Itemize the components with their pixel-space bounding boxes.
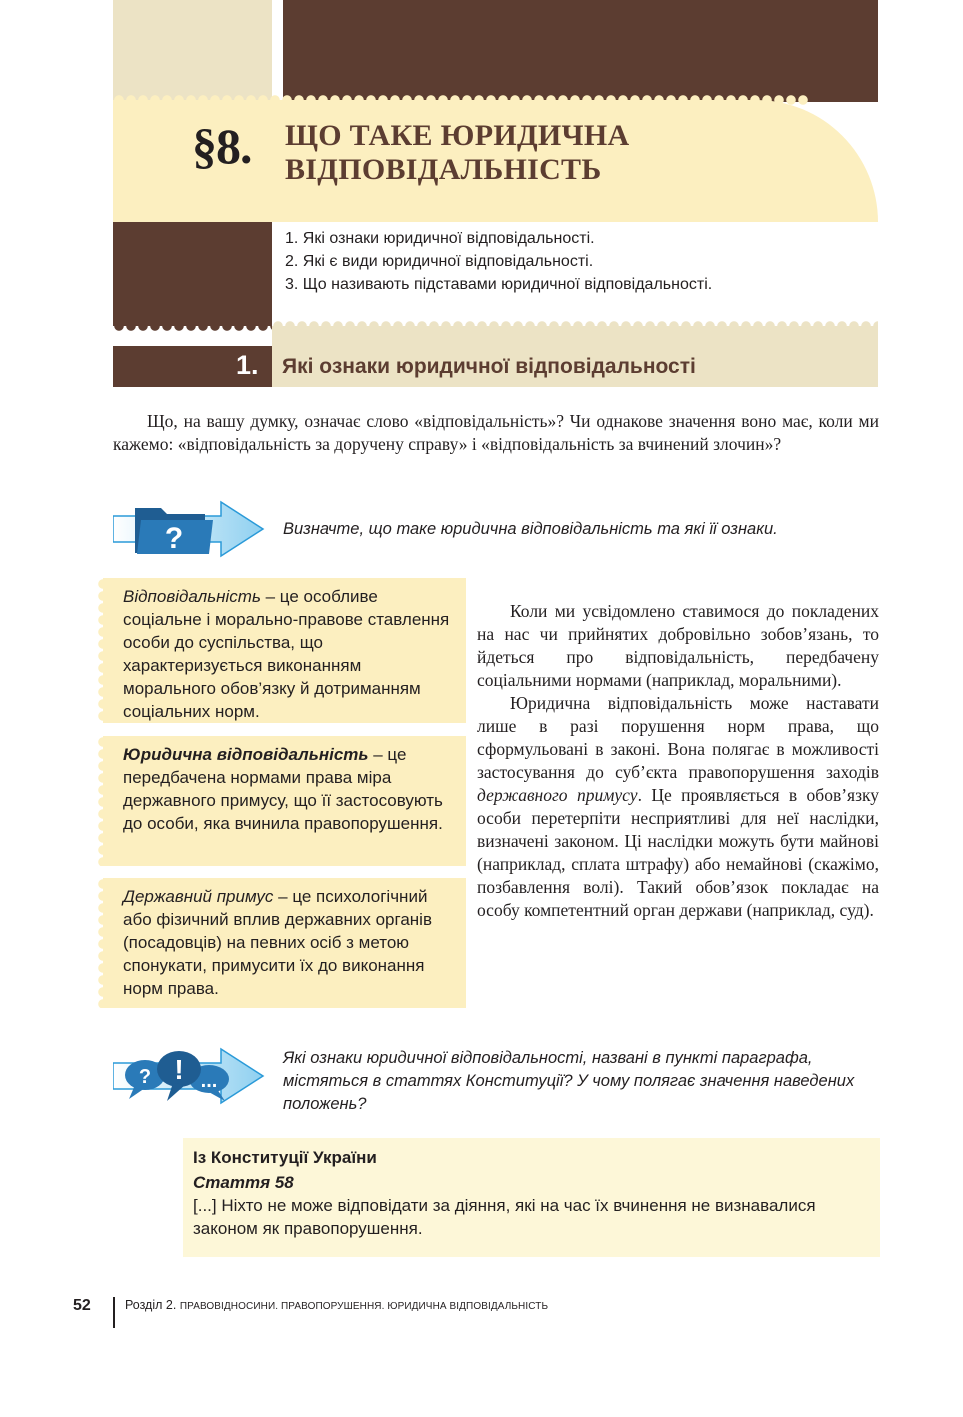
- definition-box: [103, 578, 466, 723]
- intro-paragraph: Що, на вашу думку, означає слово «відповідальність»? Чи однакове значення воно має, коли ми кажемо: «відповідальність за доручену справу» і «відповідальність за вчинений злочин»?: [113, 411, 879, 454]
- question-item: 3. Що називають підставами юридичної відповідальності.: [285, 276, 713, 293]
- question-item: 1. Які ознаки юридичної відповідальності.: [285, 230, 595, 247]
- questions-list: [285, 227, 712, 296]
- definition-box: [103, 878, 466, 1008]
- header-strip: [272, 326, 878, 346]
- body-paragraph: Коли ми усвідомлено ставимося до покладених на нас чи прийнятих добровільно зобов’язань, то йдеться про відповідальність, передбачену соціальними нормами (наприклад, моральними).: [477, 601, 879, 690]
- question-item: 2. Які є види юридичної відповідальності.: [285, 253, 594, 270]
- chapter-label: Розділ 2.: [125, 1298, 177, 1312]
- svg-text:?: ?: [164, 522, 184, 555]
- constitution-heading: Із Конституції України: [193, 1148, 377, 1167]
- header-band-right: [283, 0, 878, 102]
- body-text: . Це проявляється в обов’язку особи перетерпіти несприятливі для неї наслідки, визначені законом. Ці наслідки можуть бути майнові (наприклад, сплата штрафу) або немайнові (скажімо, позбавлення волі). Такий обов’язок покладає на особу компетентний орган держави (наприклад, суд).: [477, 785, 880, 920]
- header-band-left: [113, 0, 272, 102]
- svg-text:?: ?: [138, 1066, 152, 1088]
- footer-divider: [113, 1297, 115, 1328]
- body-text: Юридична відповідальність може наставати лише в разі порушення норм права, що сформульовані в законі. Вона полягає в можливості застосування до суб’єкта правопорушення заходів: [477, 693, 879, 782]
- folder-question-icon: [113, 498, 265, 560]
- page-number: 52: [73, 1297, 91, 1314]
- page-title: [285, 119, 705, 187]
- definition-text: – це особливе соціальне і морально-правове ставлення особи до суспільства, що характеризується виконанням морального обов’язку й дотриманням соціальних норм.: [123, 587, 450, 721]
- title-line-1: ЩО ТАКЕ ЮРИДИЧНА: [285, 119, 630, 152]
- speech-bubbles-icon: [113, 1045, 265, 1107]
- svg-text:...: ...: [200, 1070, 218, 1092]
- definition-box: [103, 736, 466, 866]
- constitution-text: [...] Ніхто не може відповідати за діяння, які на час їх вчинення не визнавалися законом як правопорушення.: [193, 1196, 816, 1238]
- definition-text: – це передбачена нормами права міра державного примусу, що її застосовують до особи, яка вчинила правопорушення.: [123, 745, 443, 833]
- constitution-box: [183, 1138, 880, 1257]
- footer-chapter: [125, 1298, 548, 1312]
- title-line-2: ВІДПОВІДАЛЬНІСТЬ: [285, 153, 602, 186]
- svg-text:!: !: [174, 1054, 184, 1085]
- task-text: Визначте, що таке юридична відповідальність та які її ознаки.: [283, 520, 778, 538]
- right-column-text: [477, 600, 879, 922]
- definition-term: Юридична відповідальність: [123, 745, 369, 764]
- definition-term: Державний примус: [123, 887, 274, 906]
- body-paragraph: [477, 692, 879, 922]
- paragraph-number: §8.: [192, 118, 252, 174]
- definition-term: Відповідальність: [123, 587, 261, 606]
- emphasis-text: державного примусу: [477, 785, 638, 805]
- section-number: 1.: [236, 350, 259, 380]
- header-band-left-mid: [113, 222, 272, 326]
- definition-text: – це психологічний або фізичний вплив державних органів (посадовців) на певних осіб з метою спонукати, примусити їх до виконання норм права.: [123, 887, 432, 998]
- chapter-title: ПРАВОВІДНОСИНИ. ПРАВОПОРУШЕННЯ. ЮРИДИЧНА ВІДПОВІДАЛЬНІСТЬ: [179, 1301, 549, 1312]
- constitution-article: Стаття 58: [193, 1173, 294, 1192]
- section-title: Які ознаки юридичної відповідальності: [282, 355, 696, 378]
- task-text: Які ознаки юридичної відповідальності, названі в пункті параграфа, містяться в статтях Конституції? У чому полягає значення наведених положень?: [283, 1049, 855, 1113]
